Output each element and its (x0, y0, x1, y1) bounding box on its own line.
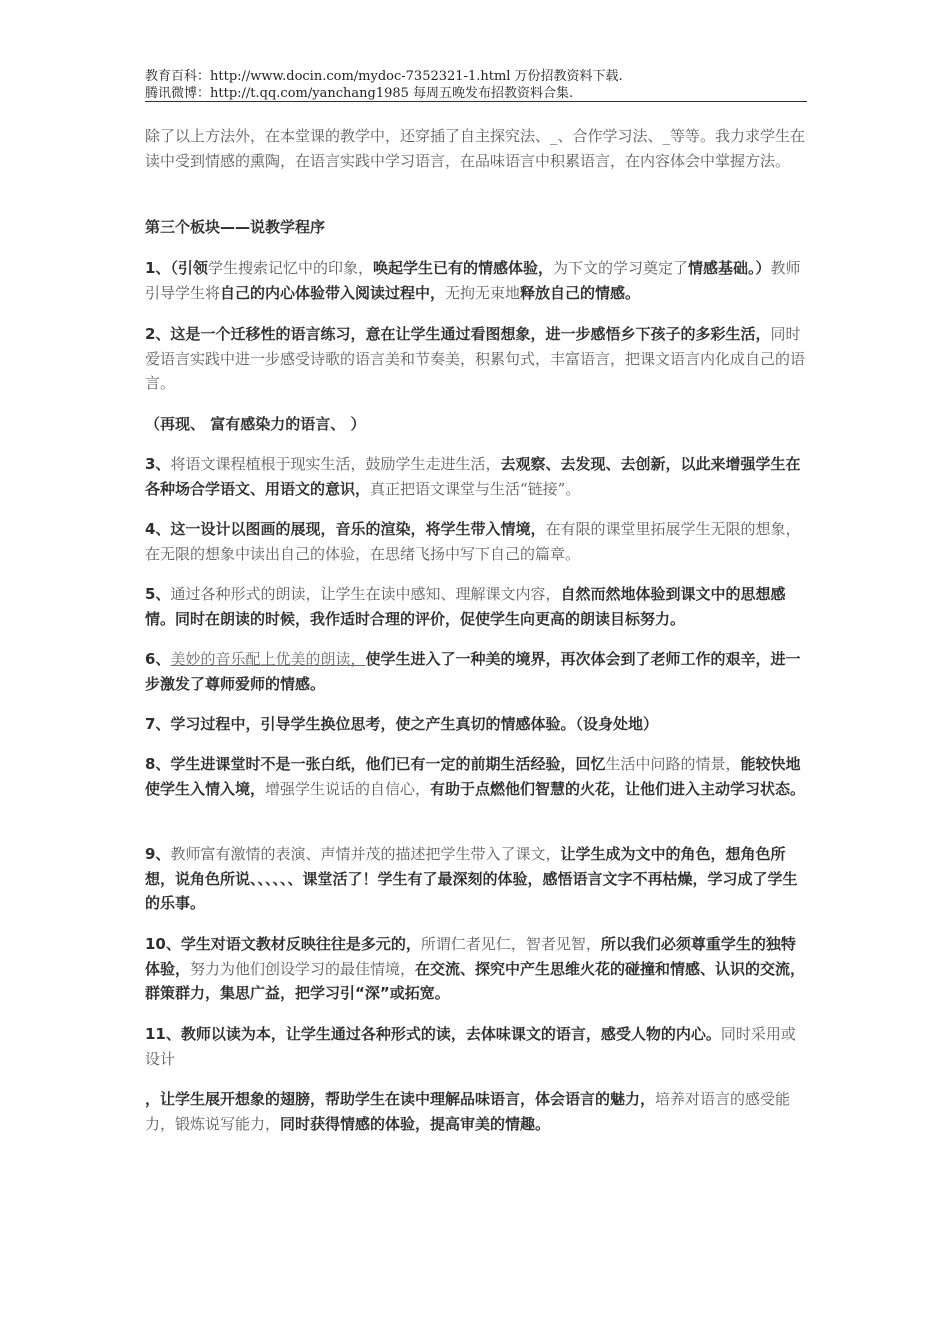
procedure-item-4: 4、这一设计以图画的展现，音乐的渲染，将学生带入情境，在有限的课堂里拓展学生无限的想象，在无限的想象中读出自己的体验，在思绪飞扬中写下自己的篇章。 (145, 520, 801, 563)
procedure-item-11: 11、教师以读为本，让学生通过各种形式的读，去体味课文的语言，感受人物的内心。同时采用或设计 (145, 1025, 796, 1068)
header-line-docin: 教育百科：http://www.docin.com/mydoc-7352321-1.html 万份招教资料下载. (145, 69, 623, 84)
procedure-item-5: 5、通过各种形式的朗读，让学生在读中感知、理解课文内容，自然而然地体验到课文中的思想感情。同时在朗读的时候，我作适时合理的评价，促使学生向更高的朗读目标努力。 (145, 585, 786, 628)
procedure-item-3: 3、将语文课程植根于现实生活，鼓励学生走进生活，去观察、去发现、去创新，以此来增强学生在各种场合学语文、用语文的意识，真正把语文课堂与生活“链接”。 (145, 455, 801, 498)
procedure-item-2-note: （再现、 富有感染力的语言、 ） (145, 415, 366, 433)
procedure-item-6: 6、美妙的音乐配上优美的朗读，使学生进入了一种美的境界，再次体会到了老师工作的艰辛，进一步激发了尊师爱师的情感。 (145, 650, 801, 693)
procedure-item-10: 10、学生对语文教材反映往往是多元的，所谓仁者见仁，智者见智，所以我们必须尊重学生的独特体验，努力为他们创设学习的最佳情境，在交流、探究中产生思维火花的碰撞和情感、认识的交流，群策群力，集思广益，把学习引“深”或拓宽。 (145, 935, 806, 1002)
procedure-item-9: 9、教师富有激情的表演、声情并茂的描述把学生带入了课文，让学生成为文中的角色，想角色所想，说角色所说、、、、、、课堂活了！学生有了最深刻的体验，感悟语言文字不再枯燥，学习成了学生的乐事。 (145, 845, 798, 912)
intro-paragraph: 除了以上方法外，在本堂课的教学中，还穿插了自主探究法、_、合作学习法、_等等。我力求学生在读中受到情感的熏陶，在语言实践中学习语言，在品味语言中积累语言，在内容体会中掌握方法。 (145, 127, 806, 170)
procedure-item-2: 2、这是一个迁移性的语言练习，意在让学生通过看图想象，进一步感悟乡下孩子的多彩生活，同时爱语言实践中进一步感受诗歌的语言美和节奏美，积累句式，丰富语言，把课文语言内化成自己的语言。 (145, 325, 806, 392)
procedure-item-7: 7、学习过程中，引导学生换位思考，使之产生真切的情感体验。（设身处地） (145, 715, 658, 733)
section-title: 第三个板块——说教学程序 (145, 218, 326, 236)
header-divider (145, 101, 807, 102)
header-line-weibo: 腾讯微博：http://t.qq.com/yanchang1985 每周五晚发布招教资料合集. (145, 86, 574, 101)
page-header (145, 68, 807, 102)
procedure-item-8: 8、学生进课堂时不是一张白纸，他们已有一定的前期生活经验，回忆生活中问路的情景，能较快地使学生入情入境，增强学生说话的自信心，有助于点燃他们智慧的火花，让他们进入主动学习状态。 (145, 755, 806, 798)
procedure-item-1: 1、（引领学生搜索记忆中的印象，唤起学生已有的情感体验，为下文的学习奠定了情感基础。）教师引导学生将自己的内心体验带入阅读过程中，无拘无束地释放自己的情感。 (145, 259, 801, 302)
procedure-item-11-continued: ，让学生展开想象的翅膀，帮助学生在读中理解品味语言，体会语言的魅力，培养对语言的感受能力，锻炼说写能力，同时获得情感的体验，提高审美的情趣。 (145, 1090, 791, 1133)
